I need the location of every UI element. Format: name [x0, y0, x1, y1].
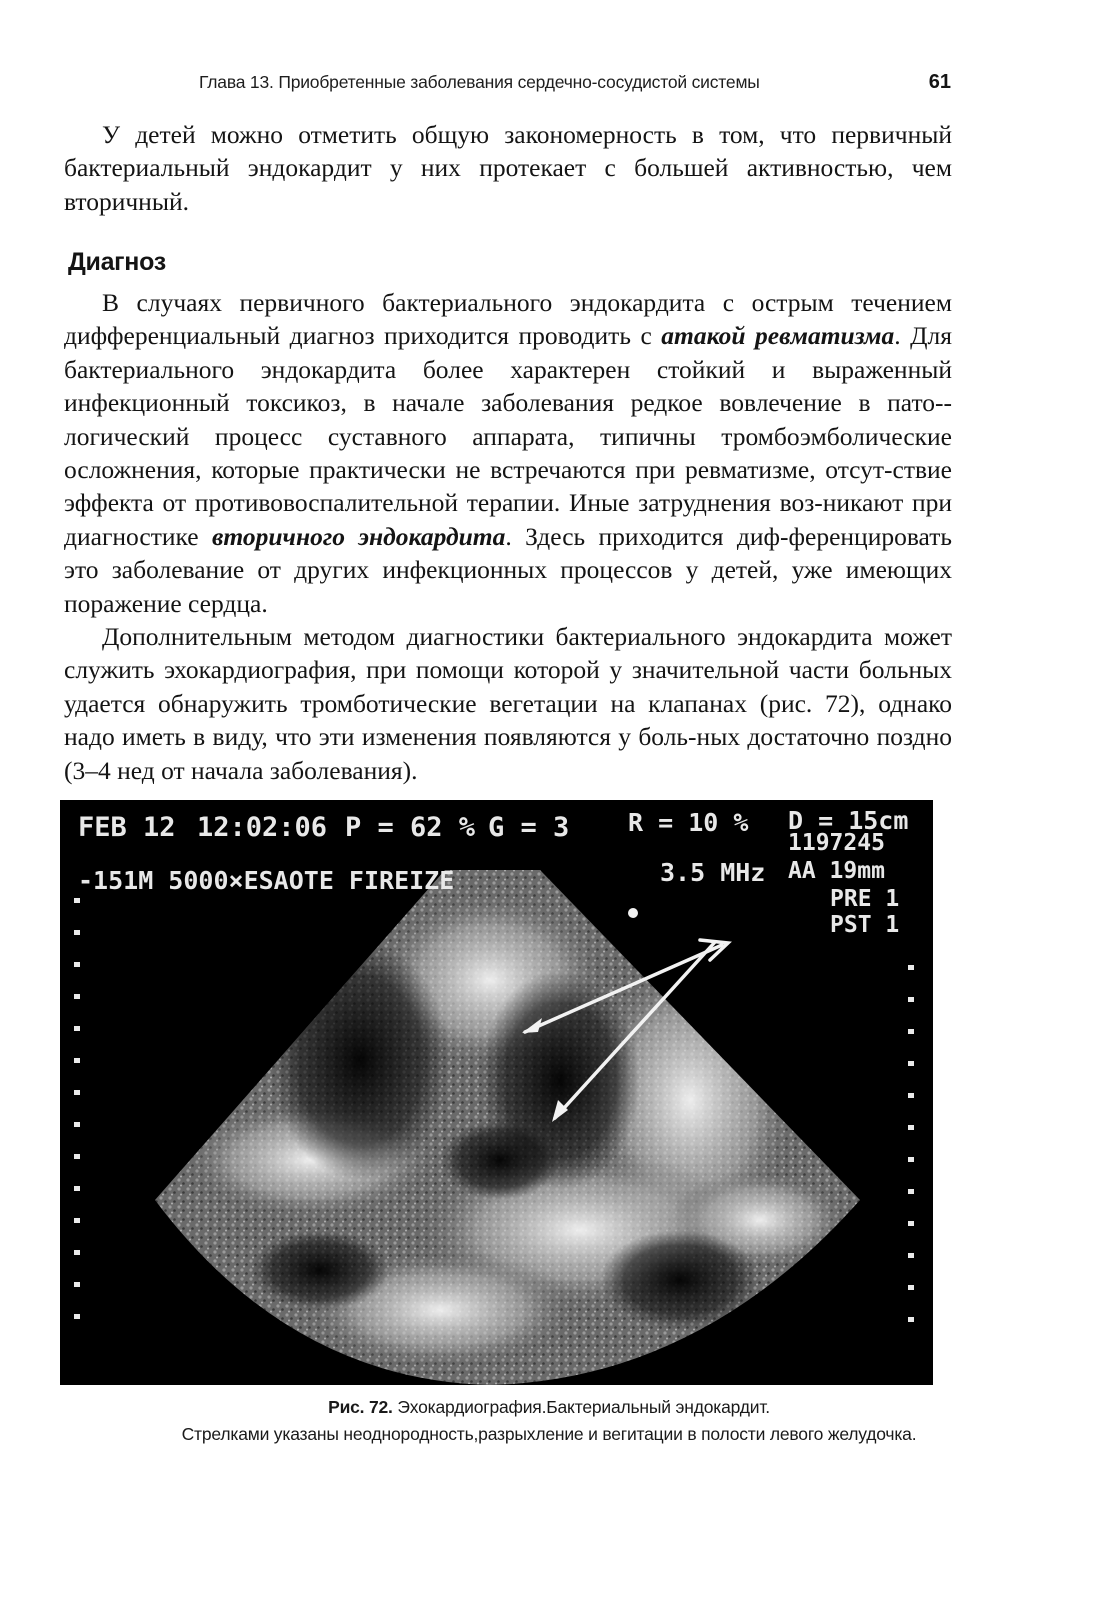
focus-marker: [628, 908, 638, 918]
overlay-gain: G = 3: [488, 812, 570, 843]
page-number: 61: [928, 70, 951, 93]
emphasis-rheumatism: атакой ревматизма: [661, 321, 895, 351]
diagnosis-text-3: . Здесь приходится диф-ференцировать это заболевание от других инфекционных процессов у детей, уже имеющих поражение сердца.: [64, 521, 952, 618]
diagnosis-text-1: В случаях первичного бактериального эндокардита с острым течением дифференциальный диагноз приходится проводить с: [64, 288, 952, 351]
overlay-depth: D = 15cm: [788, 806, 909, 835]
diagnosis-text-2: . Для бактериального эндокардита более характерен стойкий и выраженный инфекционный токсикоз, в начале заболевания редкое вовлечение в пато-логический процесс суставного аппарата, типичны тромбоэмболические осложнения, которые практически не встречаются при ревматизме, отсут-ствие эффекта от противовоспалительной терапии. Иные затруднения воз-никают при диагностике: [64, 321, 953, 551]
intro-block: [64, 118, 952, 218]
overlay-reject: R = 10 %: [628, 808, 749, 837]
diagnosis-block: [64, 286, 952, 787]
overlay-aa: AA 19mm: [788, 858, 885, 884]
right-depth-scale: [908, 965, 914, 1322]
figure-caption-title: Эхокардиография.Бактериальный эндокардит.: [392, 1397, 770, 1417]
overlay-time: 12:02:06: [197, 812, 328, 843]
overlay-power: P = 62 %: [345, 812, 476, 843]
echocardiogram-figure: [60, 800, 933, 1385]
overlay-frequency: 3.5 MHz: [660, 858, 766, 887]
emphasis-secondary-endocarditis: вторичного эндокардита: [211, 521, 506, 551]
overlay-date: FEB 12: [78, 812, 176, 843]
intro-paragraph: У детей можно отметить общую закономерность в том, что первичный бактериальный эндокардит у них протекает с большей активностью, чем вторичный.: [64, 120, 952, 216]
left-depth-scale: [74, 898, 80, 1319]
figure-caption-line-1: [30, 1397, 1068, 1418]
overlay-probe: -151M 5000×ESAOTE FIREIZE: [78, 866, 455, 895]
overlay-id-number: 1197245: [788, 830, 885, 856]
figure-caption-line-2: Стрелками указаны неоднородность,разрыхление и вегитации в полости левого желудочка.: [181, 1424, 917, 1444]
diagnosis-paragraph-2: Дополнительным методом диагностики бактериального эндокардита может служить эхокардиография, при помощи которой у значительной части больных удается обнаружить тромботические вегетации на клапанах (рис. 72), однако надо иметь в виду, что эти изменения появляются у боль-ных достаточно поздно (3–4 нед от начала заболевания).: [64, 622, 952, 785]
overlay-pre: PRE 1: [830, 886, 900, 912]
figure-label: Рис. 72.: [328, 1397, 393, 1417]
diagnosis-paragraph-1: [64, 286, 952, 620]
section-heading: Диагноз: [68, 248, 166, 276]
running-head-title: Глава 13. Приобретенные заболевания сердечно-сосудистой системы: [199, 71, 760, 92]
running-head: [199, 68, 951, 96]
overlay-pst: PST 1: [830, 912, 900, 938]
